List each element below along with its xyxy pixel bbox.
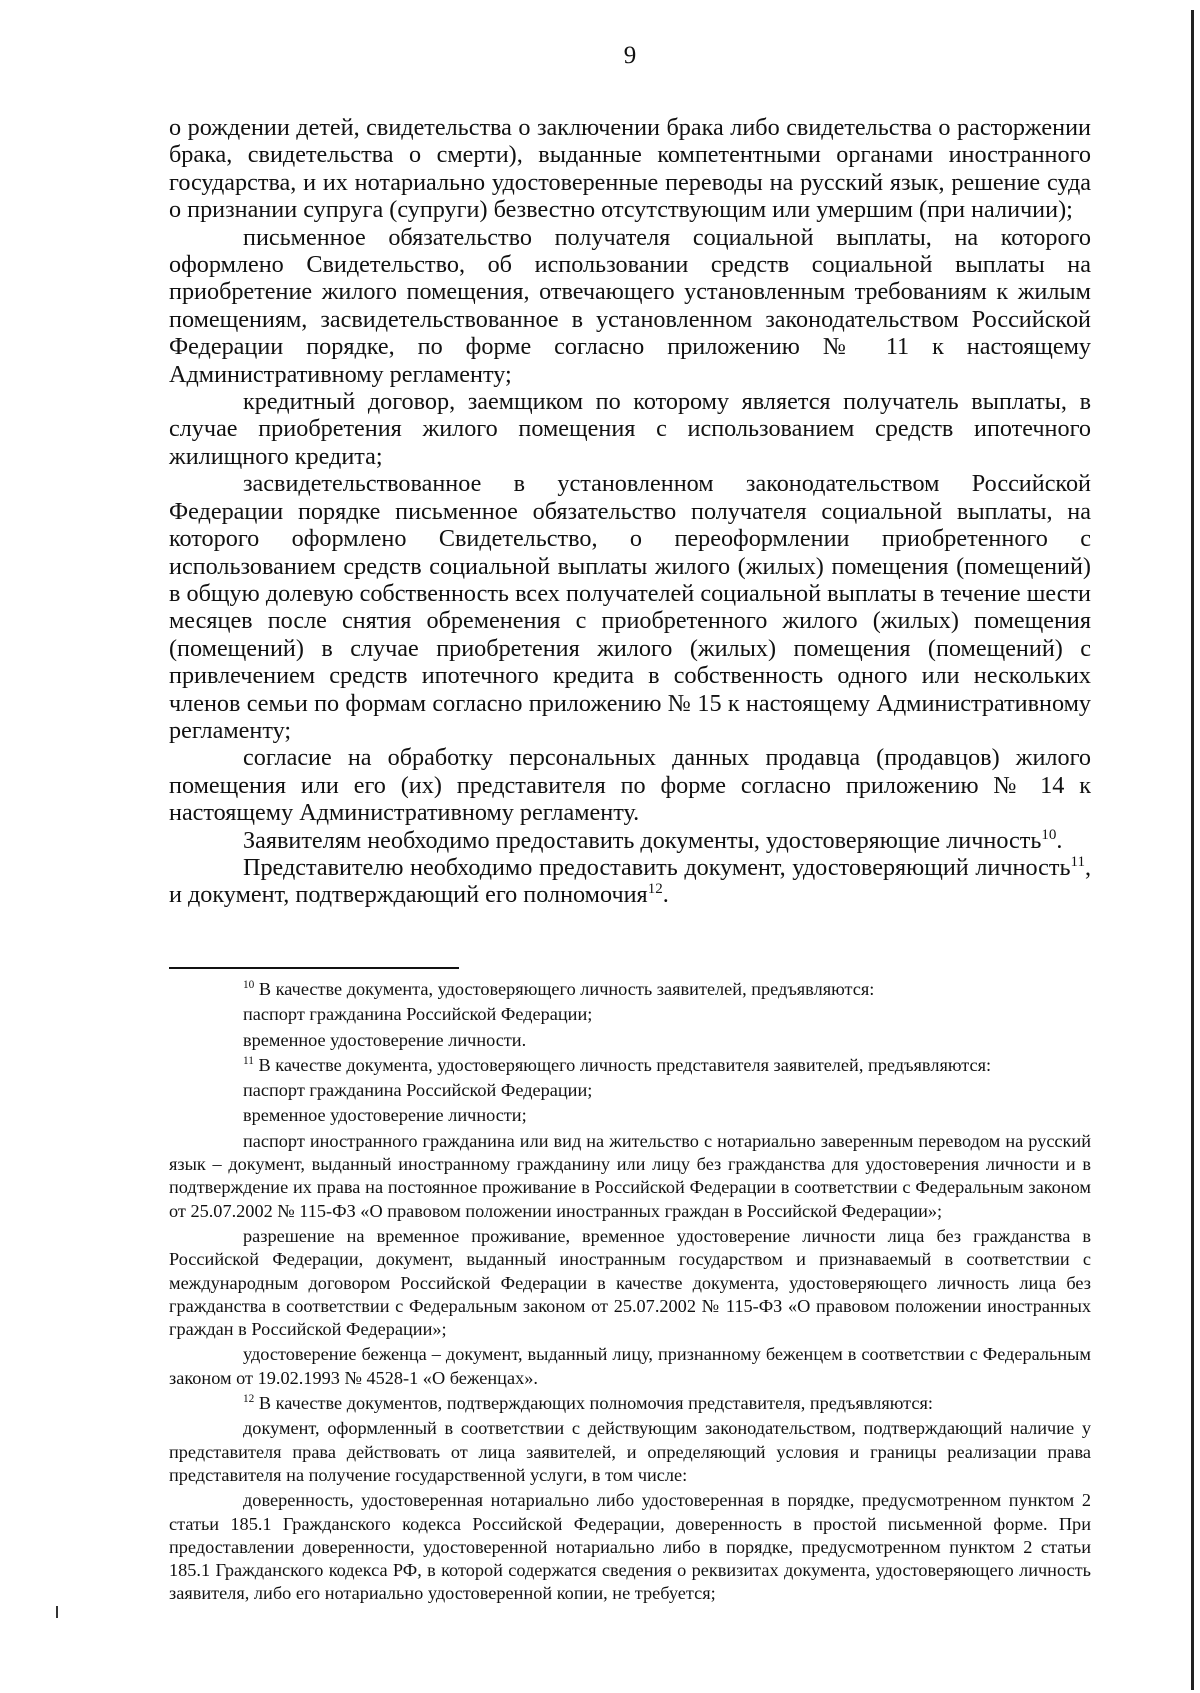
- footnote-11-item: временное удостоверение личности;: [243, 1105, 527, 1126]
- footnote-separator: [169, 967, 459, 969]
- footnote-12-item: документ, оформленный в соответствии с действующим законодательством, подтверждающий наличие у представителя права действовать от лица заявителей, и определяющий условия и границы реализации права представителя на получение государственной услуги, в том числе:: [169, 1418, 1091, 1485]
- paragraph-certified-obligation: засвидетельствованное в установленном законодательством Российской Федерации порядке письменное обязательство получателя социальной выплаты, на которого оформлено Свидетельство, о переоформлении приобретенного с использованием средств социальной выплаты жилого (жилых) помещения (помещений) в общую долевую собственность всех получателей социальной выплаты в течение шести месяцев после снятия обременения с приобретенного жилого (жилых) помещения (помещений) в случае приобретения жилого (жилых) помещения (помещений) с привлечением средств ипотечного кредита в собственность одного или нескольких членов семьи по формам согласно приложению № 15 к настоящему Административному регламенту;: [169, 470, 1091, 744]
- footnote-11-item: удостоверение беженца – документ, выданный лицу, признанному беженцем в соответствии с Федеральным законом от 19.02.1993 № 4528-1 «О беженцах».: [169, 1344, 1091, 1388]
- footnote-number-10: 10: [243, 978, 255, 991]
- paragraph-credit-agreement: кредитный договор, заемщиком по которому является получатель выплаты, в случае приобретения жилого помещения с использованием средств ипотечного жилищного кредита;: [169, 388, 1091, 470]
- footnote-number-11: 11: [243, 1054, 254, 1067]
- footnote-11-item: паспорт иностранного гражданина или вид на жительство с нотариально заверенным переводом на русский язык – документ, выданный иностранному гражданину или лицу без гражданства для удостоверения личности и в подтверждение их права на постоянное проживание в Российской Федерации в соответствии с Федеральным законом от 25.07.2002 № 115-ФЗ «О правовом положении иностранных граждан в Российской Федерации»;: [169, 1130, 1091, 1221]
- paragraph-applicants-identity: [169, 827, 1091, 854]
- footnote-ref-11: 11: [1070, 853, 1085, 870]
- footnote-11-item: паспорт гражданина Российской Федерации;: [243, 1080, 593, 1101]
- footnote-10-item: временное удостоверение личности.: [243, 1029, 527, 1050]
- footnote-ref-10: 10: [1041, 826, 1057, 843]
- paragraph-written-obligation: письменное обязательство получателя социальной выплаты, на которого оформлено Свидетельство, об использовании средств социальной выплаты на приобретение жилого помещения, отвечающего установленным требованиям к жилым помещениям, засвидетельствованное в установленном законодательством Российской Федерации порядке, по форме согласно приложению № 11 к настоящему Административному регламенту;: [169, 223, 1091, 388]
- applicants-text: Заявителям необходимо предоставить документы, удостоверяющие личность: [243, 826, 1042, 854]
- footnote-12-title: [169, 1392, 1091, 1415]
- scan-mark: [56, 1606, 58, 1618]
- footnote-12-item: доверенность, удостоверенная нотариально либо удостоверенная в порядке, предусмотренном пунктом 2 статьи 185.1 Гражданского кодекса Российской Федерации, доверенность в простой письменной форме. При предоставлении доверенности, удостоверенной нотариально либо в порядке, предусмотренном пунктом 2 статьи 185.1 Гражданского кодекса РФ, в которой содержатся сведения о реквизитах документа, удостоверяющего личность заявителя, либо его нотариально удостоверенной копии, не требуется;: [169, 1490, 1091, 1604]
- footnote-ref-12: 12: [647, 881, 663, 898]
- footnote-11-item: разрешение на временное проживание, временное удостоверение личности лица без гражданства в Российской Федерации, документ, выданный иностранным государством и признаваемый в соответствии с международным договором Российской Федерации в качестве документа, удостоверяющего личность лица без гражданства в соответствии с Федеральным законом от 25.07.2002 № 115-ФЗ «О правовом положении иностранных граждан в Российской Федерации»;: [169, 1225, 1091, 1340]
- footnote-number-12: 12: [243, 1392, 255, 1405]
- page-number: 9: [623, 42, 637, 69]
- footnotes: [169, 978, 1091, 1608]
- footnote-11-title: [169, 1054, 1091, 1077]
- footnote-10-item: паспорт гражданина Российской Федерации;: [243, 1004, 593, 1025]
- main-text: [169, 114, 1091, 909]
- representative-text-2: , и документ, подтверждающий его полномочия: [169, 853, 1091, 909]
- paragraph-personal-data-consent: согласие на обработку персональных данных продавца (продавцов) жилого помещения или его (их) представителя по форме согласно приложению № 14 к настоящему Административному регламенту.: [169, 744, 1091, 827]
- footnote-12-title-text: В качестве документов, подтверждающих полномочия представителя, предъявляются:: [254, 1393, 933, 1414]
- paragraph-birth-marriage-documents: о рождении детей, свидетельства о заключении брака либо свидетельства о расторжении брака, свидетельства о смерти), выданные компетентными органами иностранного государства, и их нотариально удостоверенные переводы на русский язык, решение суда о признании супруга (супруги) безвестно отсутствующим или умершим (при наличии);: [169, 114, 1091, 224]
- representative-text-3: .: [662, 881, 669, 909]
- footnote-11-title-text: В качестве документа, удостоверяющего личность представителя заявителей, предъявляются:: [253, 1054, 992, 1075]
- footnote-10-title-text: В качестве документа, удостоверяющего личность заявителей, предъявляются:: [254, 979, 875, 999]
- representative-text-1: Представителю необходимо предоставить документ, удостоверяющий личность: [243, 853, 1071, 881]
- scan-edge-line: [1191, 10, 1194, 1690]
- footnote-10-title: [169, 978, 1091, 1001]
- paragraph-representative-identity: [169, 854, 1091, 909]
- applicants-end: .: [1056, 826, 1063, 854]
